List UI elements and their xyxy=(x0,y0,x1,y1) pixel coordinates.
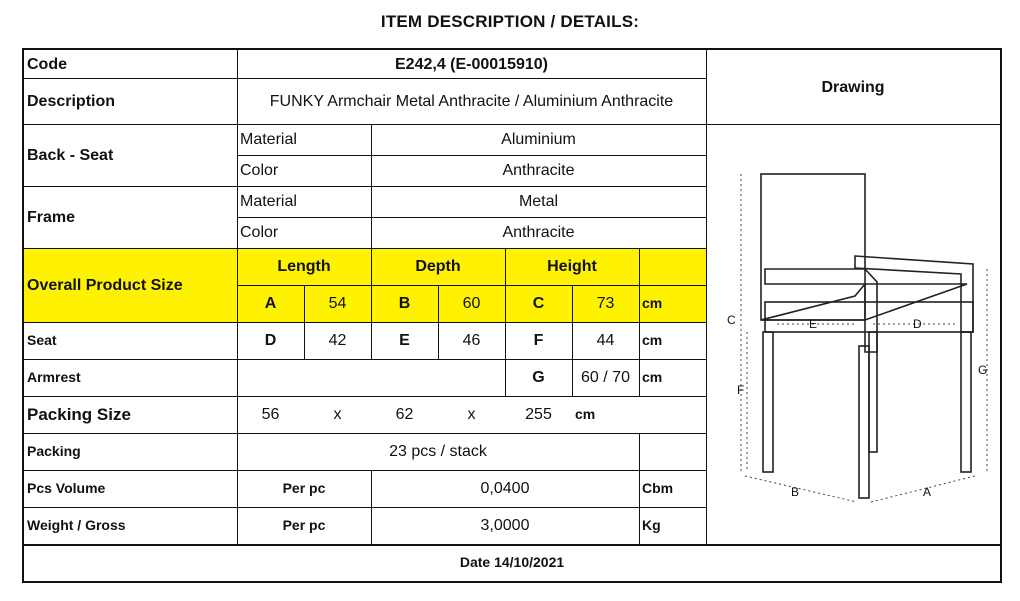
grid-line xyxy=(371,124,372,248)
length-header: Length xyxy=(237,248,371,285)
overall-a-value: 54 xyxy=(304,285,371,322)
grid-line xyxy=(237,155,706,156)
depth-header: Depth xyxy=(371,248,505,285)
armrest-g-value: 60 / 70 xyxy=(581,369,630,386)
seat-d-value: 42 xyxy=(328,332,347,349)
dimension-letters xyxy=(727,313,987,499)
overall-size-label: Overall Product Size xyxy=(24,248,237,322)
height-header: Height xyxy=(505,248,639,285)
grid-line xyxy=(24,78,706,79)
description-value: FUNKY Armchair Metal Anthracite / Aluminium Anthracite xyxy=(269,92,674,110)
pcs-volume-unit: Cbm xyxy=(642,480,674,496)
overall-b-value: 60 xyxy=(438,285,505,322)
frame-color-value: Anthracite xyxy=(502,224,575,241)
seat-e-value: 46 xyxy=(462,332,481,349)
frame-color-label: Color xyxy=(240,224,279,241)
packing-size-label: Packing Size xyxy=(27,405,131,424)
packing-size-v3: 255 xyxy=(525,406,552,423)
back-seat-material-value: Aluminium xyxy=(501,131,576,148)
seat-d-letter: D xyxy=(264,332,277,349)
dimension-line-b xyxy=(745,476,857,502)
grid-line xyxy=(24,186,706,187)
chair-leg-back-right xyxy=(961,332,971,472)
grid-line xyxy=(237,217,706,218)
weight-per: Per pc xyxy=(282,517,326,533)
chair-outline xyxy=(761,174,973,498)
seat-f-value: 44 xyxy=(596,332,615,349)
pcs-volume-per: Per pc xyxy=(282,480,326,496)
grid-line xyxy=(24,507,706,508)
description-label: Description xyxy=(27,92,116,110)
overall-c-value: 73 xyxy=(572,285,639,322)
armrest-label: Armrest xyxy=(27,369,81,385)
frame-material-value: Metal xyxy=(518,193,559,210)
grid-line xyxy=(438,285,439,359)
dimension-lines xyxy=(741,174,987,502)
chair-drawing-svg xyxy=(705,124,997,544)
dim-letter-b: B xyxy=(791,485,800,499)
seat-f-letter: F xyxy=(533,332,544,349)
dim-letter-g: G xyxy=(978,363,988,377)
code-label: Code xyxy=(27,55,67,73)
weight-value: 3,0000 xyxy=(480,517,530,534)
overall-b-letter: B xyxy=(371,285,438,322)
grid-line xyxy=(371,470,372,544)
grid-line xyxy=(371,248,372,359)
chair-leg-front-right xyxy=(869,332,877,452)
grid-line xyxy=(237,285,706,286)
seat-e-letter: E xyxy=(399,332,410,349)
overall-c-letter: C xyxy=(505,285,572,322)
packing-size-x2: x xyxy=(467,406,476,423)
drawing-label: Drawing xyxy=(821,78,885,96)
seat-unit: cm xyxy=(642,332,663,348)
packing-label: Packing xyxy=(27,443,81,459)
dim-letter-f: F xyxy=(737,383,745,397)
dim-letter-d: D xyxy=(913,317,922,331)
grid-line xyxy=(24,470,706,471)
chair-leg-back-left xyxy=(763,332,773,472)
seat-label: Seat xyxy=(27,332,57,348)
weight-label: Weight / Gross xyxy=(27,517,126,533)
grid-line xyxy=(24,396,706,397)
chair-armrest-left xyxy=(765,269,877,352)
overall-unit: cm xyxy=(639,285,706,322)
grid-line xyxy=(24,544,1000,546)
packing-size-x1: x xyxy=(333,406,342,423)
packing-value: 23 pcs / stack xyxy=(389,443,487,460)
pcs-volume-value: 0,0400 xyxy=(480,480,530,497)
code-value: E242,4 (E-00015910) xyxy=(395,55,548,73)
back-seat-material-label: Material xyxy=(240,131,297,148)
dim-letter-a: A xyxy=(923,485,932,499)
back-seat-color-label: Color xyxy=(240,162,279,179)
weight-unit: Kg xyxy=(642,517,661,533)
grid-line xyxy=(639,248,640,396)
armrest-unit: cm xyxy=(642,369,663,385)
grid-line xyxy=(24,322,706,323)
grid-line xyxy=(237,50,238,544)
frame-material-label: Material xyxy=(240,193,297,210)
grid-line xyxy=(24,359,706,360)
armrest-g-letter: G xyxy=(532,369,545,386)
grid-line xyxy=(24,433,706,434)
pcs-volume-label: Pcs Volume xyxy=(27,480,106,496)
back-seat-color-value: Anthracite xyxy=(502,162,575,179)
chair-drawing xyxy=(705,124,997,544)
packing-size-unit: cm xyxy=(575,406,596,422)
overall-a-letter: A xyxy=(237,285,304,322)
back-seat-label: Back - Seat xyxy=(27,146,114,164)
packing-size-v1: 56 xyxy=(261,406,280,423)
dim-letter-e: E xyxy=(809,317,818,331)
chair-seat-frame xyxy=(765,302,973,332)
date-footer: Date 14/10/2021 xyxy=(459,554,565,570)
dim-letter-c: C xyxy=(727,313,736,327)
grid-line xyxy=(505,248,506,396)
height-header-spacer xyxy=(639,248,706,285)
armrest-empty xyxy=(237,359,505,396)
grid-line xyxy=(572,285,573,396)
grid-line xyxy=(24,248,706,249)
grid-line xyxy=(304,285,305,359)
frame-label: Frame xyxy=(27,208,76,226)
chair-leg-front-left xyxy=(859,346,869,498)
grid-line xyxy=(639,433,640,544)
packing-size-v2: 62 xyxy=(395,406,414,423)
page-title: ITEM DESCRIPTION / DETAILS: xyxy=(380,12,640,31)
